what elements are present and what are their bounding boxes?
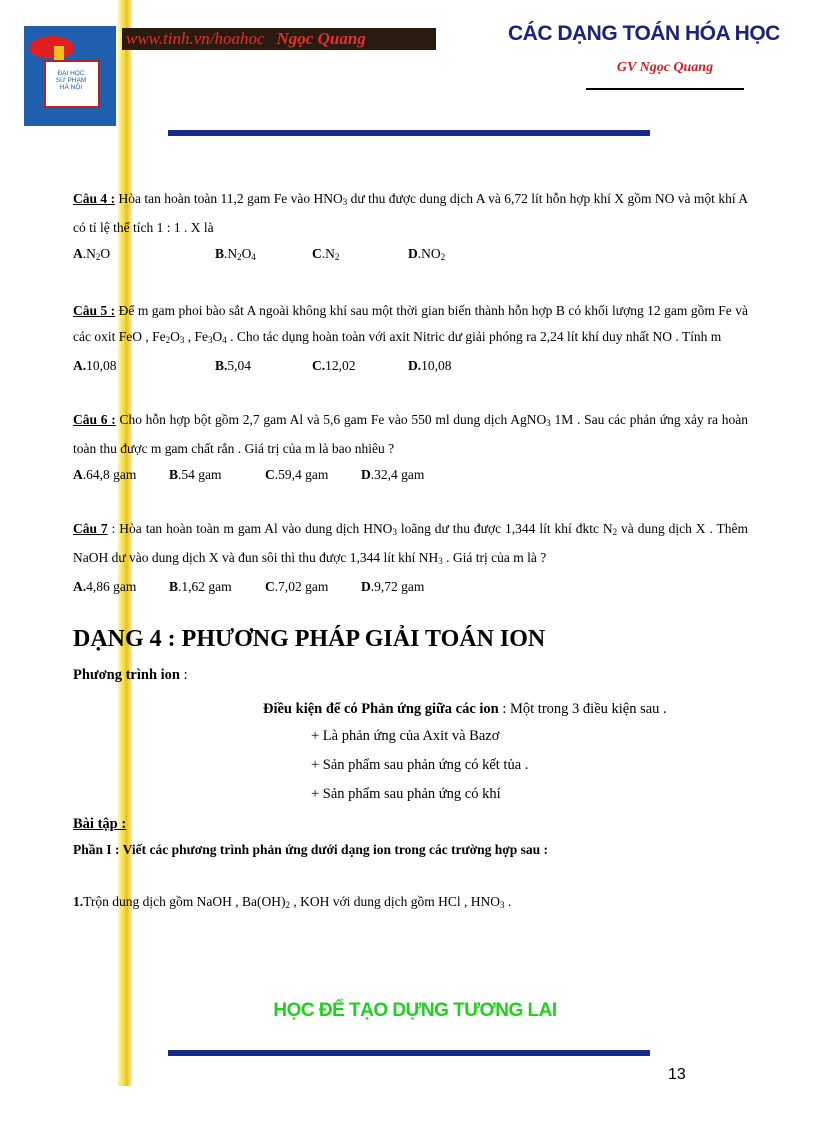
option-a[interactable]: A.10,08 xyxy=(73,358,117,373)
exercise-heading: Bài tập : xyxy=(73,816,127,832)
part-heading: Phần I : Viết các phương trình phản ứng dưới dạng ion trong các trường hợp sau : xyxy=(73,842,549,857)
question-label: Câu 7 xyxy=(73,521,108,536)
answer-options xyxy=(73,574,748,600)
page-title: CÁC DẠNG TOÁN HÓA HỌC xyxy=(508,22,780,45)
question-label: Câu 5 : xyxy=(73,303,116,318)
option-c[interactable]: $C.N_2$ xyxy=(312,246,340,262)
question-6: Câu 6 : Cho hỗn hợp bột gồm 2,7 gam Al và 5,6 gam Fe vào 550 ml dung dịch AgNO$_3$ 1M . Sau các phản ứng xảy ra hoàn toàn thu được m gam chất rắn . Giá trị của m là bao nhiêu ? A.64,8 gam B.54 gam C.59,4 gam D.32,4 gam xyxy=(73,407,748,488)
exercise-1: 1.Trộn dung dịch gồm NaOH , $Ba(OH)_2$ , KOH với dung dịch gồm HCl , $HNO_3$ . xyxy=(73,894,512,910)
condition-item: + Là phản ứng của Axit và Bazơ xyxy=(311,728,500,744)
site-url: www.tinh.vn/hoahoc xyxy=(126,29,265,48)
ion-equation-heading: Phương trình ion : xyxy=(73,667,188,683)
option-d[interactable]: D.10,08 xyxy=(408,358,452,373)
option-b[interactable]: B.54 gam xyxy=(169,467,222,482)
question-7: Câu 7 : Hòa tan hoàn toàn m gam Al vào dung dịch $HNO_3$ loãng dư thu được 1,344 lít khí đktc $N_2$ và dung dịch X . Thêm NaOH dư vào dung dịch X và đun sôi thì thu được 1,344 lít khí $NH_3$ . Giá trị của m là ? A.4,86 gam B.1,62 gam C.7,02 gam D.9,72 gam xyxy=(73,516,748,600)
option-b[interactable]: B.5,04 xyxy=(215,358,252,373)
question-4: Câu 4 : Hòa tan hoàn toàn 11,2 gam Fe vào $HNO_3$ dư thu được dung dịch A và 6,72 lít hỗn hợp khí X gồm NO và một khí A có tỉ lệ thể tích 1 : 1 . X là $A.N_2O$ $B.N_2O_4$ $C.N_2$ $D.NO_2$ xyxy=(73,186,748,270)
footer-slogan: HỌC ĐỂ TẠO DỰNG TƯƠNG LAI xyxy=(273,1000,557,1021)
question-label: Câu 6 : xyxy=(73,412,116,427)
option-d[interactable]: $D.NO_2$ xyxy=(408,246,446,262)
page-content xyxy=(73,186,748,918)
answer-options xyxy=(73,353,748,379)
option-c[interactable]: C.7,02 gam xyxy=(265,579,329,594)
header-divider xyxy=(168,130,650,136)
option-a[interactable]: $A.N_2O$ xyxy=(73,246,111,262)
option-a[interactable]: A.64,8 gam xyxy=(73,467,137,482)
option-c[interactable]: C.12,02 xyxy=(312,358,356,373)
question-label: Câu 4 : xyxy=(73,191,116,206)
option-b[interactable]: B.1,62 gam xyxy=(169,579,232,594)
option-d[interactable]: D.32,4 gam xyxy=(361,467,425,482)
footer-divider xyxy=(168,1050,650,1056)
answer-options xyxy=(73,241,748,270)
condition-item: + Sản phẩm sau phản ứng có kết tủa . xyxy=(311,757,529,773)
option-d[interactable]: D.9,72 gam xyxy=(361,579,425,594)
page-number: 13 xyxy=(668,1066,686,1083)
section-title: DẠNG 4 : PHƯƠNG PHÁP GIẢI TOÁN ION xyxy=(73,626,546,652)
option-b[interactable]: $B.N_2O_4$ xyxy=(215,246,256,262)
site-banner xyxy=(122,28,436,50)
torch-flame-icon xyxy=(30,36,74,58)
option-c[interactable]: C.59,4 gam xyxy=(265,467,329,482)
university-logo xyxy=(24,26,116,126)
reaction-conditions: Điều kiện để có Phản ứng giữa các ion : Một trong 3 điều kiện sau . xyxy=(263,701,667,717)
option-a[interactable]: A.4,86 gam xyxy=(73,579,137,594)
logo-text: ĐẠI HỌC SƯ PHẠM HÀ NỘI xyxy=(55,70,87,91)
author-signature: Ngọc Quang xyxy=(276,29,366,48)
question-5: Câu 5 : Để m gam phoi bào sắt A ngoài không khí sau một thời gian biến thành hỗn hợp B có khối lượng 12 gam gồm Fe và các oxit FeO , $Fe_2O_3$ , $Fe_3O_4$ . Cho tác dụng hoàn toàn với axit Nitric dư giải phóng ra 2,24 lít khí duy nhất NO . Tính m A.10,08 B.5,04 C.12,02 D.10,08 xyxy=(73,298,748,379)
answer-options xyxy=(73,462,748,488)
author-underline xyxy=(586,88,744,90)
condition-item: + Sản phẩm sau phản ứng có khí xyxy=(311,786,501,802)
author-name: GV Ngọc Quang xyxy=(616,60,714,75)
